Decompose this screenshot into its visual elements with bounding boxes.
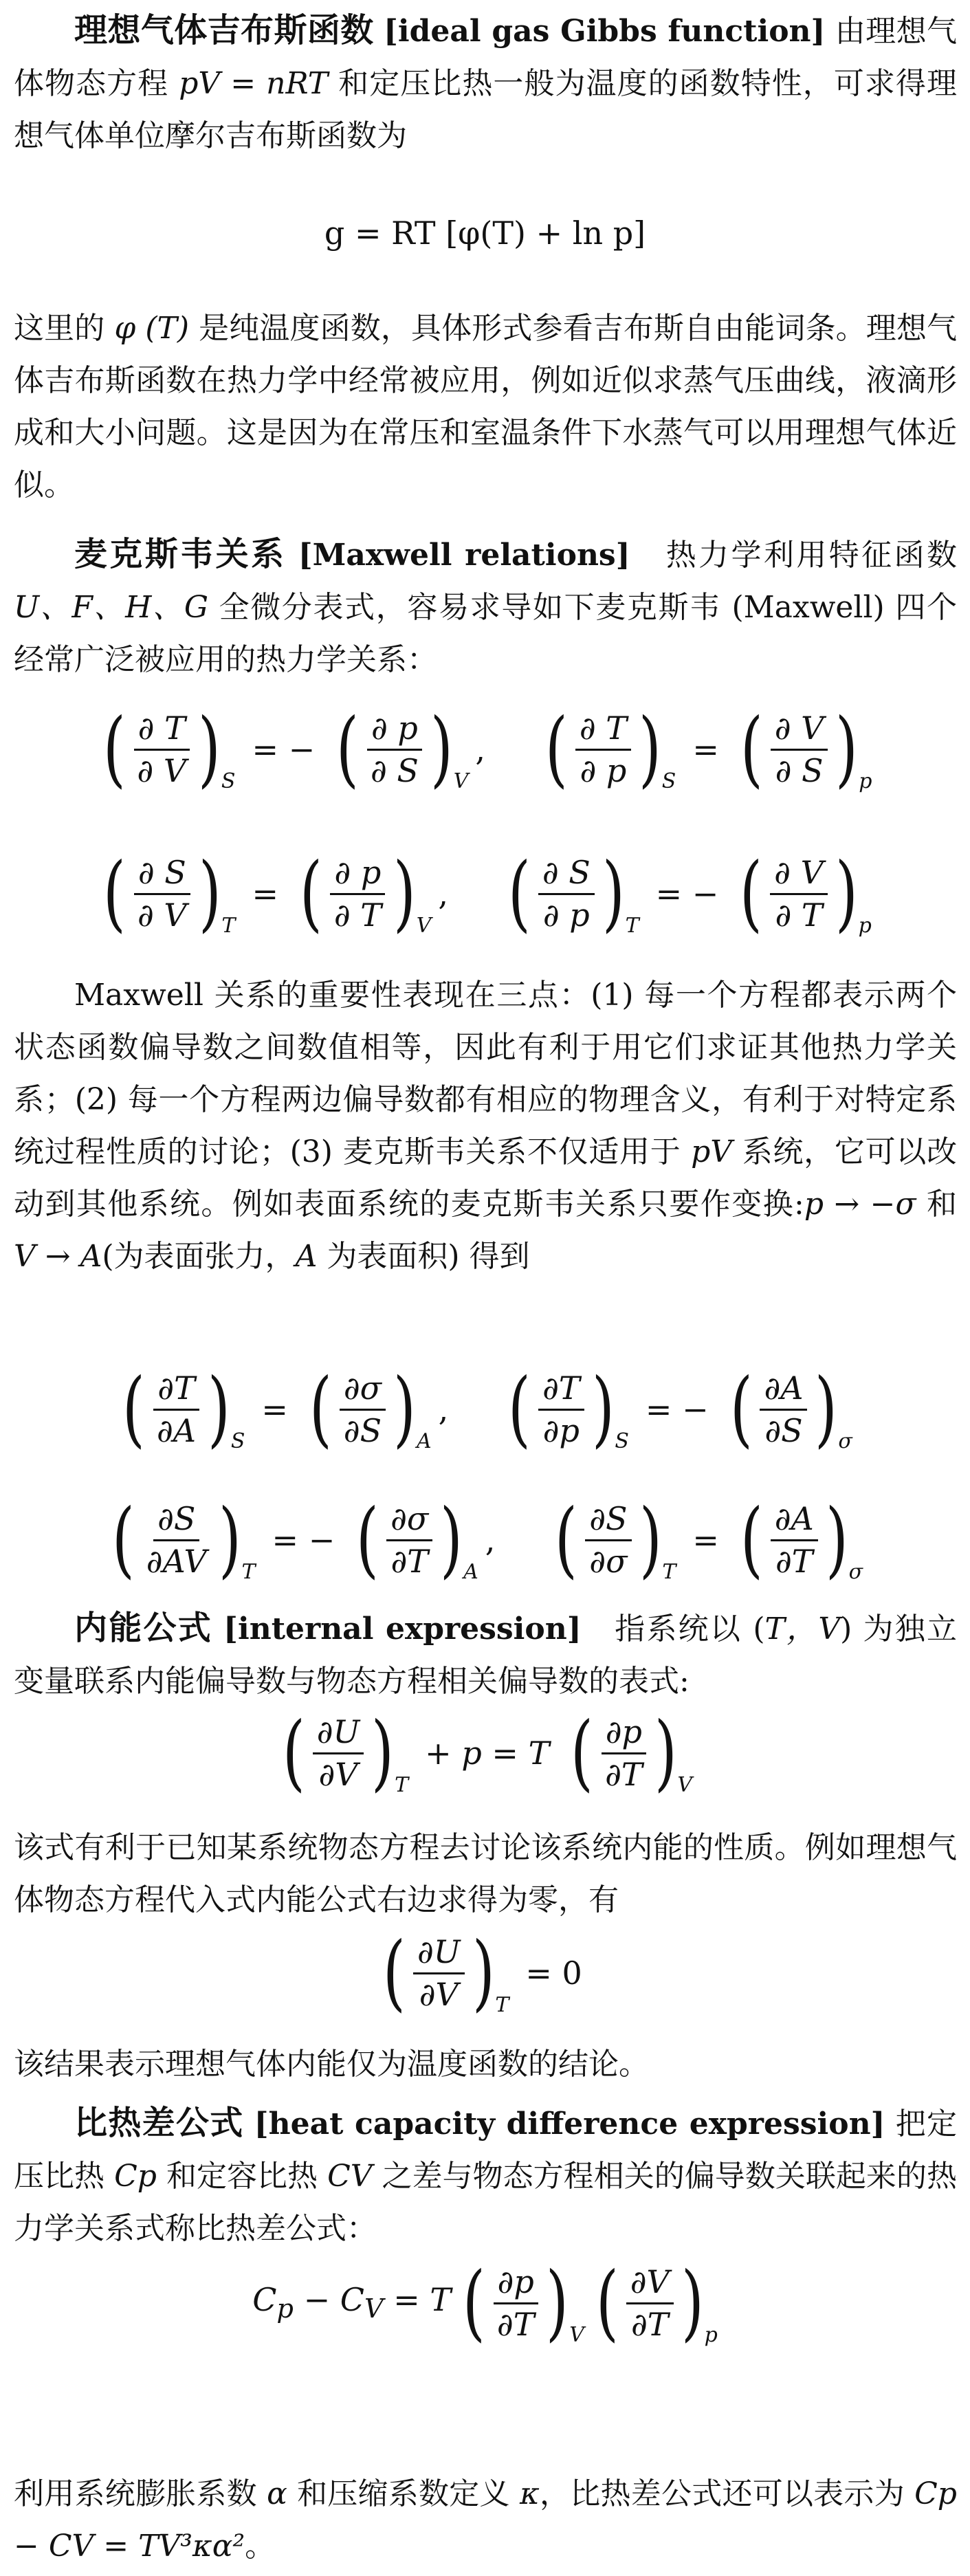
section-maxwell bbox=[14, 528, 957, 686]
body-text: 之差与物态方程相关的偏导数关联起来的热力学关系式称比热差公式： bbox=[14, 2159, 957, 2246]
function-list: U、F、H、G bbox=[14, 590, 208, 625]
final-formula: Cp − CV = TV³κα² bbox=[14, 2476, 957, 2564]
heading-zh: 麦克斯韦关系 bbox=[74, 535, 287, 573]
heading-en: [ideal gas Gibbs function] bbox=[384, 14, 826, 49]
alpha-symbol: α bbox=[267, 2476, 287, 2511]
inline-equation: pV = nRT bbox=[179, 66, 329, 101]
body-text: 利用系统膨胀系数 bbox=[14, 2476, 267, 2511]
section-internal-energy bbox=[14, 1602, 957, 1708]
body-text: 这里的 bbox=[14, 311, 115, 346]
heat-capacity-formula: $C_p - C_V = T$ ( $\frac{\partial p}{\partial T}$ ) V ( $\frac{\partial V}{\partial T}$ ) p bbox=[252, 2255, 718, 2351]
transform-2: V → A bbox=[14, 1239, 102, 1274]
pv-symbol: pV bbox=[691, 1134, 733, 1169]
surface-maxwell-row-1: ( $\frac{\partial T}{\partial A}$ ) S = ( $\frac{\partial\sigma}{\partial S}$ ) A , ( $\frac{\partial T}{\partial p}$ ) S = − ( $\frac{\partial A}{\partial S}$ ) σ bbox=[122, 1361, 852, 1457]
body-text: 和定容比热 bbox=[156, 2159, 328, 2194]
ideal-gas-internal-energy: ( $\frac{\partial U}{\partial V}$ ) T = 0 bbox=[383, 1925, 582, 2021]
area-symbol: A bbox=[295, 1239, 318, 1274]
heading-zh: 比热差公式 bbox=[74, 2104, 244, 2142]
heat-capacity-alt bbox=[14, 2468, 957, 2573]
body-text: Maxwell 关系的重要性表现在三点：(1) 每一个方程都表示两个状态函数偏导数之间数值相等，因此有利于用它们求证其他热力学关系；(2) 每一个方程两边偏导数都有相应的物理含义，有利于对特定系统过程性质的讨论；(3) 麦克斯韦关系不仅适用于 bbox=[14, 978, 957, 1169]
kappa-symbol: κ bbox=[519, 2476, 540, 2511]
maxwell-row-2: ( $\frac{\partial S}{\partial V}$ ) T = ( $\frac{\partial p}{\partial T}$ ) V , ( $\frac{\partial S}{\partial p}$ ) T = − ( $\frac{\partial V}{\partial T}$ ) p bbox=[103, 846, 872, 941]
internal-energy-formula: ( $\frac{\partial U}{\partial V}$ ) T + p = T ( $\frac{\partial p}{\partial T}$ ) V bbox=[282, 1705, 693, 1801]
body-text: (为表面张力， bbox=[102, 1239, 296, 1274]
body-text: ，比热差公式还可以表示为 bbox=[539, 2476, 915, 2511]
body-text: 和定压比热一般为温度的函数特性，可求得理想气体单位摩尔吉布斯函数为 bbox=[14, 66, 957, 153]
maxwell-significance bbox=[14, 969, 957, 1283]
phi-symbol: φ (T) bbox=[114, 311, 190, 346]
body-text: 全微分表式，容易求导如下麦克斯韦 (Maxwell) 四个经常广泛被应用的热力学关系： bbox=[14, 590, 957, 677]
gibbs-explanation bbox=[14, 302, 957, 511]
heading-zh: 内能公式 bbox=[74, 1609, 212, 1647]
body-text: 把定压比热 bbox=[14, 2106, 957, 2194]
gibbs-formula: g = RT [φ(T) + ln p] bbox=[324, 214, 646, 252]
equals-zero: = 0 bbox=[525, 1955, 582, 1992]
section-ideal-gas-gibbs bbox=[14, 4, 957, 162]
body-text: 指系统以 ( bbox=[615, 1611, 765, 1647]
transform-1: p → −σ bbox=[804, 1187, 916, 1222]
surface-maxwell-row-2: ( $\frac{\partial S}{\partial AV}$ ) T = − ( $\frac{\partial\sigma}{\partial T}$ ) A , ( $\frac{\partial S}{\partial\sigma}$ ) T = ( $\frac{\partial A}{\partial T}$ ) σ bbox=[111, 1492, 863, 1587]
internal-energy-explanation: 该式有利于已知某系统物态方程去讨论该系统内能的性质。例如理想气体物态方程代入式内能公式右边求得为零，有 bbox=[14, 1830, 957, 1917]
heading-en: [internal expression] bbox=[223, 1611, 582, 1647]
internal-energy-conclusion: 该结果表示理想气体内能仅为温度函数的结论。 bbox=[14, 2047, 649, 2082]
maxwell-row-1: ( $\frac{\partial T}{\partial V}$ ) S = − ( $\frac{\partial p}{\partial S}$ ) V , ( $\frac{\partial T}{\partial p}$ ) S = ( $\frac{\partial V}{\partial S}$ ) p bbox=[102, 701, 872, 797]
cp-symbol: Cp bbox=[114, 2159, 157, 2194]
body-text: 系统，它可以改动到其他系统。例如表面系统的麦克斯韦关系只要作变换: bbox=[14, 1134, 957, 1222]
body-text: 和压缩系数定义 bbox=[287, 2476, 520, 2511]
body-text: 由理想气体物态方程 bbox=[14, 14, 957, 101]
body-text: 是纯温度函数，具体形式参看吉布斯自由能词条。理想气体吉布斯函数在热力学中经常被应用，例如近似求蒸气压曲线，液滴形成和大小问题。这是因为在常压和室温条件下水蒸气可以用理想气体近似。 bbox=[14, 311, 957, 503]
section-heat-capacity bbox=[14, 2097, 957, 2255]
body-text: 。 bbox=[245, 2529, 276, 2564]
heading-en: [heat capacity difference expression] bbox=[254, 2106, 885, 2142]
body-text: ) 为独立变量联系内能偏导数与物态方程相关偏导数的表式: bbox=[14, 1611, 957, 1699]
body-text: 为表面积) 得到 bbox=[317, 1239, 530, 1274]
body-text: 和 bbox=[916, 1187, 957, 1222]
cv-symbol: CV bbox=[327, 2159, 373, 2194]
heading-en: [Maxwell relations] bbox=[298, 538, 630, 573]
heading-zh: 理想气体吉布斯函数 bbox=[74, 11, 374, 49]
body-text: 热力学利用特征函数 bbox=[665, 538, 957, 573]
variables: T，V bbox=[764, 1611, 841, 1647]
